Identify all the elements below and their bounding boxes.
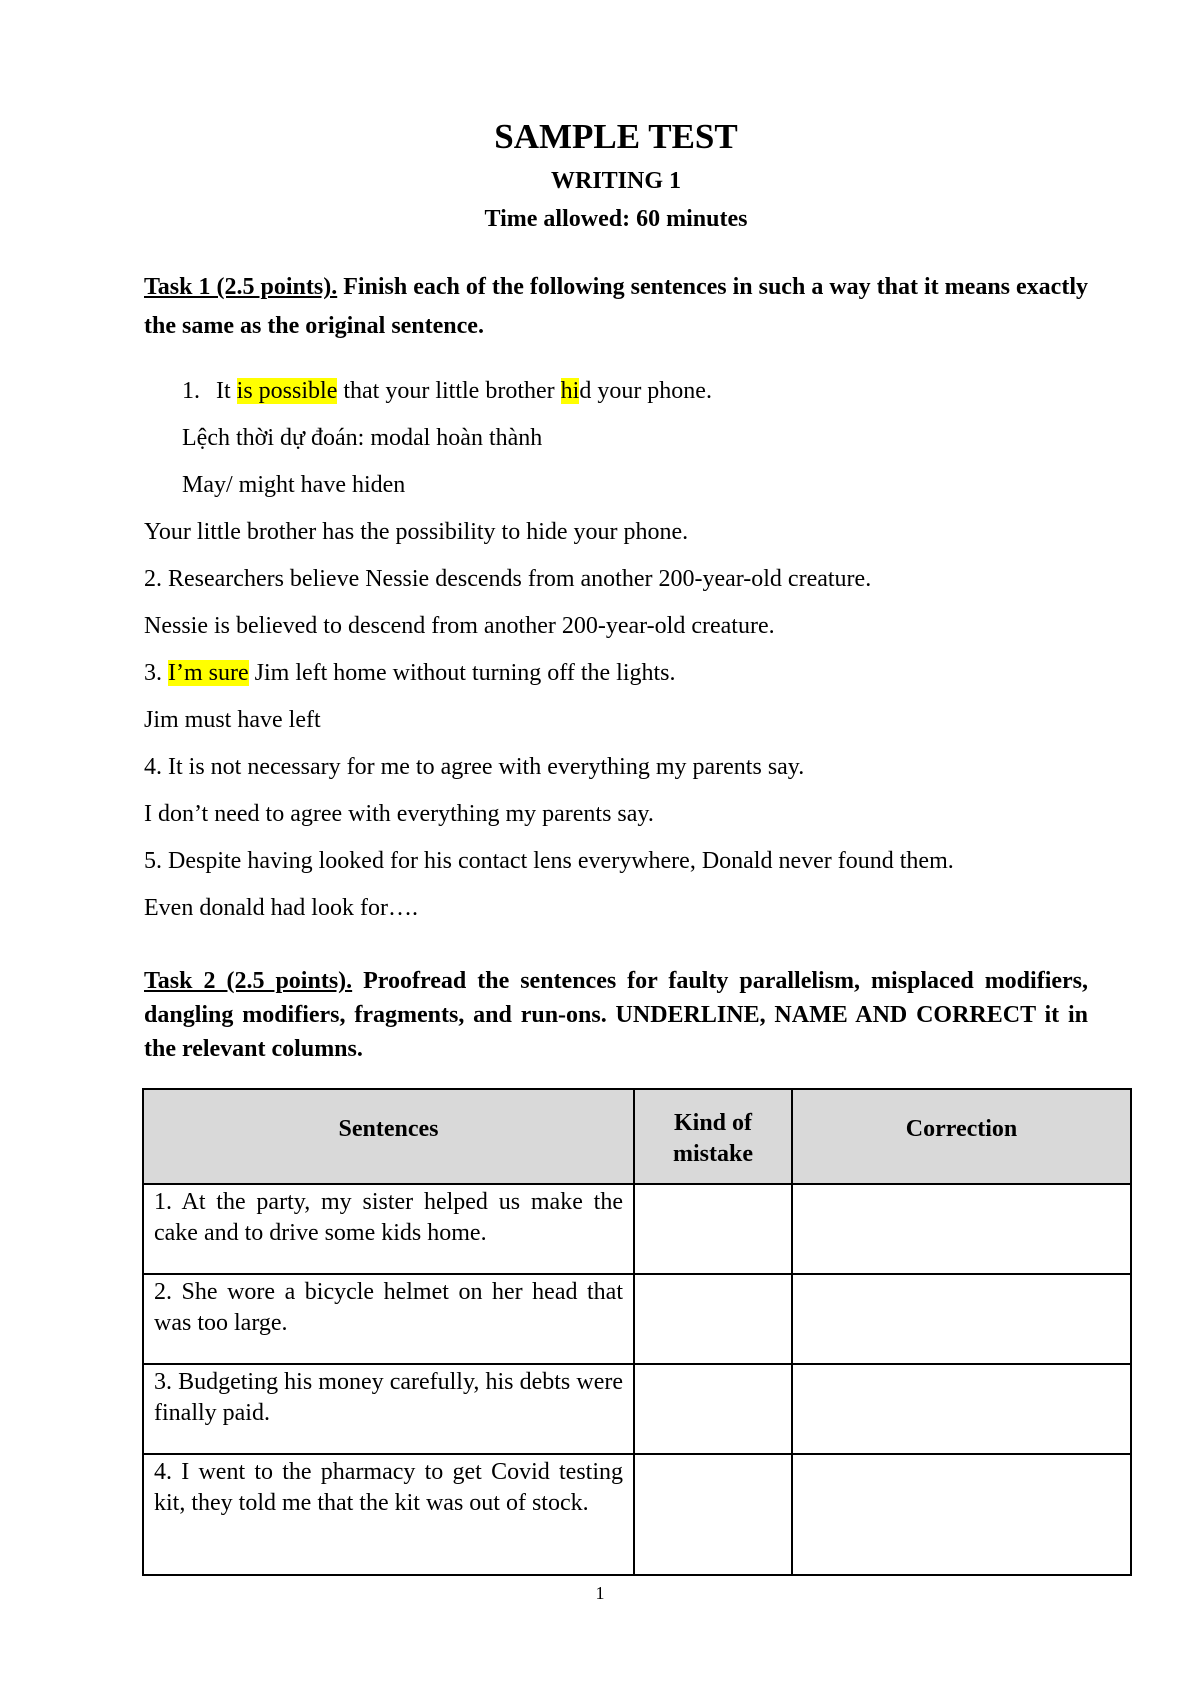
item3-number: 3. bbox=[144, 660, 168, 686]
table-row bbox=[143, 1364, 1131, 1454]
kind-of-mistake-cell[interactable] bbox=[634, 1184, 792, 1274]
kind-of-mistake-cell[interactable] bbox=[634, 1364, 792, 1454]
task1-item-3 bbox=[144, 650, 1088, 697]
correction-cell[interactable] bbox=[792, 1184, 1131, 1274]
kind-of-mistake-cell[interactable] bbox=[634, 1274, 792, 1364]
table-row bbox=[143, 1184, 1131, 1274]
header-correction: Correction bbox=[792, 1089, 1131, 1184]
page-number: 1 bbox=[595, 1583, 605, 1603]
sentence-cell: 1. At the party, my sister helped us make the cake and to drive some kids home. bbox=[143, 1184, 634, 1274]
task1-answer-4: I don’t need to agree with everything my parents say. bbox=[144, 801, 654, 827]
task2-label: Task 2 (2.5 points). bbox=[144, 968, 353, 994]
sentence-cell: 2. She wore a bicycle helmet on her head that was too large. bbox=[143, 1274, 634, 1364]
task1-answer-3: Jim must have left bbox=[144, 707, 321, 733]
task1-answer-1: Your little brother has the possibility to hide your phone. bbox=[144, 519, 689, 545]
item1-text-start: It bbox=[216, 378, 237, 404]
proofreading-table bbox=[142, 1088, 1132, 1576]
task1-note-1: Lệch thời dự đoán: modal hoàn thành bbox=[182, 425, 543, 451]
header-kind-of-mistake: Kind of mistake bbox=[634, 1089, 792, 1184]
task1-heading bbox=[144, 268, 1088, 346]
correction-cell[interactable] bbox=[792, 1364, 1131, 1454]
item1-text-end: d your phone. bbox=[579, 378, 712, 404]
task1-item-4: 4. It is not necessary for me to agree with everything my parents say. bbox=[144, 754, 805, 780]
item3-text: Jim left home without turning off the lights. bbox=[248, 660, 676, 686]
table-row bbox=[143, 1274, 1131, 1364]
table-header-row bbox=[143, 1089, 1131, 1184]
task1-answer-2: Nessie is believed to descend from another 200-year-old creature. bbox=[144, 613, 775, 639]
sentence-cell: 3. Budgeting his money carefully, his debts were finally paid. bbox=[143, 1364, 634, 1454]
task2-heading bbox=[144, 964, 1088, 1066]
header-sentences: Sentences bbox=[143, 1089, 634, 1184]
task2-instruction: Proofread the sentences for faulty parallelism, misplaced modifiers, dangling modifiers, fragments, and run-ons. UNDERLINE, NAME AND CORRECT it in the relevant columns. bbox=[144, 968, 1089, 1062]
kind-of-mistake-cell[interactable] bbox=[634, 1454, 792, 1575]
document-page bbox=[144, 112, 1088, 1576]
task1-item-2: 2. Researchers believe Nessie descends from another 200-year-old creature. bbox=[144, 566, 872, 592]
task1-item-1 bbox=[144, 368, 1088, 415]
highlight-im-sure: I’m sure bbox=[168, 660, 249, 686]
correction-cell[interactable] bbox=[792, 1274, 1131, 1364]
task1-answer-5: Even donald had look for…. bbox=[144, 895, 418, 921]
doc-subtitle: WRITING 1 bbox=[550, 168, 682, 194]
highlight-hi: hi bbox=[560, 378, 580, 404]
correction-cell[interactable] bbox=[792, 1454, 1131, 1575]
task1-instruction: Finish each of the following sentences in such a way that it means exactly the same as the original sentence. bbox=[144, 274, 1088, 339]
table-row bbox=[143, 1454, 1131, 1575]
task1-item-5: 5. Despite having looked for his contact lens everywhere, Donald never found them. bbox=[144, 848, 954, 874]
sentence-cell: 4. I went to the pharmacy to get Covid testing kit, they told me that the kit was out of stock. bbox=[143, 1454, 634, 1575]
task1-label: Task 1 (2.5 points). bbox=[144, 274, 338, 300]
task1-note-2: May/ might have hiden bbox=[182, 472, 406, 498]
time-allowed: Time allowed: 60 minutes bbox=[484, 206, 748, 232]
highlight-is-possible: is possible bbox=[236, 378, 338, 404]
item-number: 1. bbox=[182, 378, 200, 404]
doc-title: SAMPLE TEST bbox=[494, 117, 738, 156]
item1-text-middle: that your little brother bbox=[337, 378, 561, 404]
